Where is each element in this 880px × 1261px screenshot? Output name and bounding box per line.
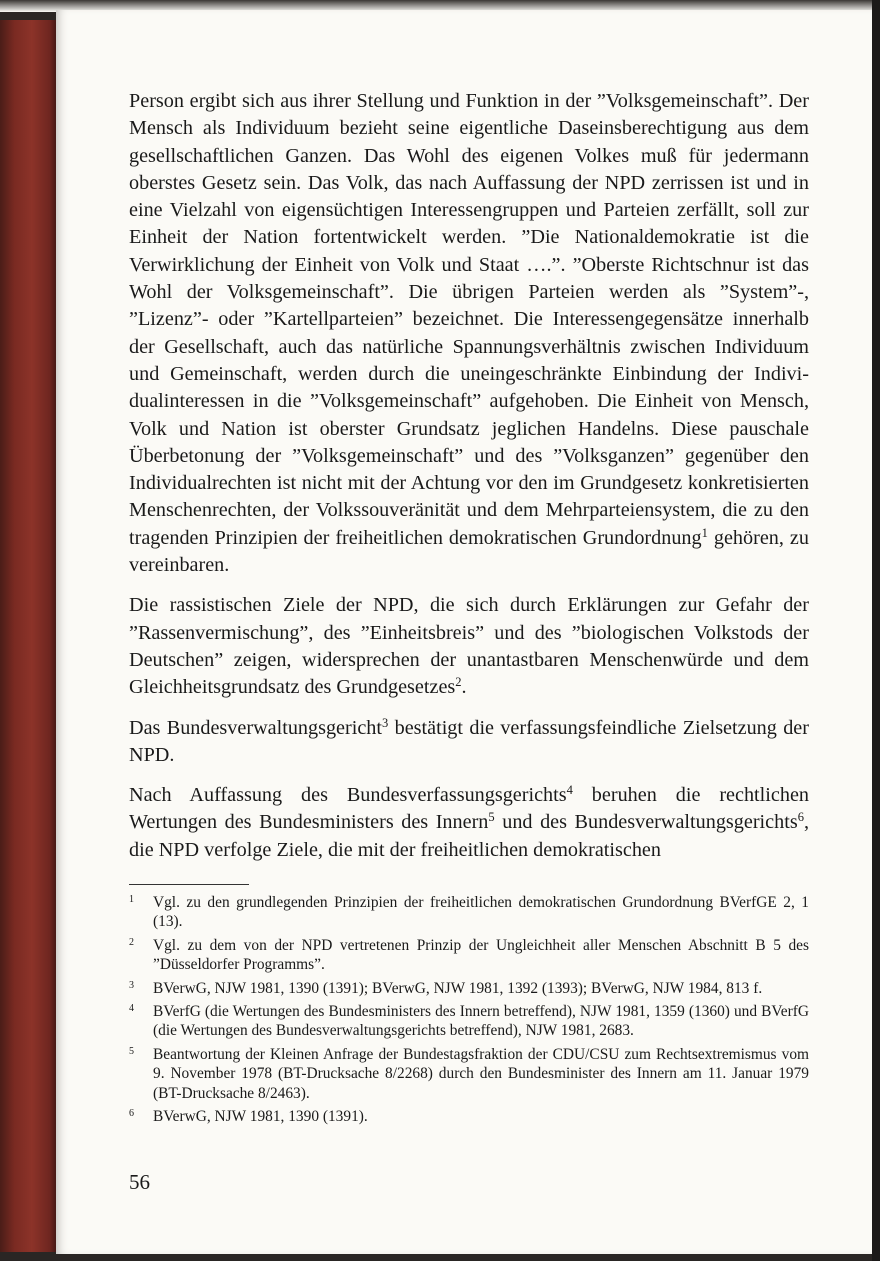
footnote: [129, 1107, 809, 1126]
footnote-divider: [129, 884, 249, 885]
footnote: [129, 893, 809, 932]
footnote-text: Beantwortung der Kleinen Anfrage der Bundestagsfraktion der CDU/CSU zum Rechtsextremismus vom 9. November 1978 (BT-Drucksache 8/2268) durch den Bundesminister des Innern am 11. Januar 1979 (BT-Drucksache 8/2463).: [153, 1045, 809, 1102]
footnote-ref: 1: [701, 525, 708, 540]
footnote-ref: 2: [455, 675, 462, 690]
footnote-number: 1: [129, 894, 134, 905]
footnote: [129, 936, 809, 975]
paragraph-3: Das Bundesverwaltungsgericht$^3$ bestätigt die verfassungsfeindliche Zielsetzung der NPD.: [129, 715, 809, 766]
footnote-ref: 3: [382, 715, 389, 730]
paragraph-1: Person ergibt sich aus ihrer Stellung und Funktion in der ”Volksgemeinschaft”. Der Mensch als Individuum bezieht seine eigentliche Daseinsberechtigung aus dem gesellschaftlichen Ganzen. Das Wohl des eigenen Volkes muß für jedermann oberstes Gesetz sein. Das Volk, das nach Auffassung der NPD zerrissen ist und in eine Vielzahl von eigensüchtigen Interessengruppen und Parteien zerfällt, soll zur Einheit der Nation fortentwickelt werden. ”Die Nationaldemokratie ist die Verwirklichung der Einheit von Volk und Staat ….”. ”Oberste Richtschnur ist das Wohl der Volksgemeinschaft”. Die übrigen Parteien werden als ”System”-, ”Lizenz”- oder ”Kartellparteien” bezeichnet. Die Interessengegensätze innerhalb der Gesellschaft, auch das natürliche Spannungsverhältnis zwischen Individuum und Gemeinschaft, werden durch die uneingeschränkte Einbindung der Individualinteressen in die ”Volksgemeinschaft” aufgehoben. Die Einheit von Mensch, Volk und Nation ist oberster Grundsatz jeglichen Handelns. Diese pauschale Überbetonung der ”Volksgemeinschaft” und des ”Volksganzen” gegenüber den Individualrechten ist nicht mit der Achtung vor den im Grundgesetz konkretisierten Menschenrechten, der Volkssouveränität und dem Mehrparteiensystem, die zu den tragenden Prinzipien der freiheitlichen demokratischen Grundordnung$^1$ gehören, zu vereinbaren.: [129, 90, 809, 577]
footnote-text: BVerwG, NJW 1981, 1390 (1391).: [153, 1108, 368, 1126]
footnote-number: 3: [129, 979, 134, 991]
footnote: [129, 1002, 809, 1041]
footnote-ref: 4: [566, 783, 573, 798]
footnote-text: BVerfG (die Wertungen des Bundesministers des Innern betreffend), NJW 1981, 1359 (1360) und BVerfG (die Wertungen des Bundesverwaltungsgerichts betreffend), NJW 1981, 2683.: [153, 1003, 809, 1040]
footnote-number: 5: [129, 1045, 134, 1057]
footnote: [129, 979, 809, 998]
footnote-text: BVerwG, NJW 1981, 1390 (1391); BVerwG, NJW 1981, 1392 (1393); BVerwG, NJW 1984, 813 f.: [153, 979, 763, 997]
footnote-text: Vgl. zu den grundlegenden Prinzipien der freiheitlichen demokratischen Grundordnung BVerfGE 2, 1 (13).: [153, 894, 809, 931]
footnote-ref: 5: [488, 810, 495, 825]
footnotes: [129, 893, 809, 1130]
footnote: [129, 1045, 809, 1103]
paragraph-2: Die rassistischen Ziele der NPD, die sich durch Erklärungen zur Gefahr der ”Rassenvermischung”, des ”Einheitsbreis” und des ”biologischen Volkstods der Deutschen” zeigen, widersprechen der unantastbaren Menschenwürde und dem Gleichheitsgrundsatz des Grundgesetzes$^2$.: [129, 594, 809, 699]
footnote-number: 2: [129, 936, 134, 948]
paragraph-4: Nach Auffassung des Bundesverfassungsgerichts$^4$ beruhen die rechtlichen Wertungen des Bundesministers des Innern$^5$ und des Bundesverwaltungsgerichts$^6$, die NPD verfolge Ziele, die mit der freiheitlichen demokratischen: [129, 783, 809, 861]
footnote-number: 4: [129, 1003, 134, 1015]
footnote-number: 6: [129, 1108, 134, 1120]
body-text: [129, 88, 809, 864]
footnote-ref: 6: [797, 810, 804, 825]
footnote-text: Vgl. zu dem von der NPD vertretenen Prinzip der Ungleichheit aller Menschen Abschnitt B 5 des ”Düsseldorfer Programms”.: [153, 936, 809, 974]
page-number: 56: [129, 1170, 150, 1194]
book-binding: [0, 20, 58, 1252]
page-right-edge: [872, 0, 880, 1261]
